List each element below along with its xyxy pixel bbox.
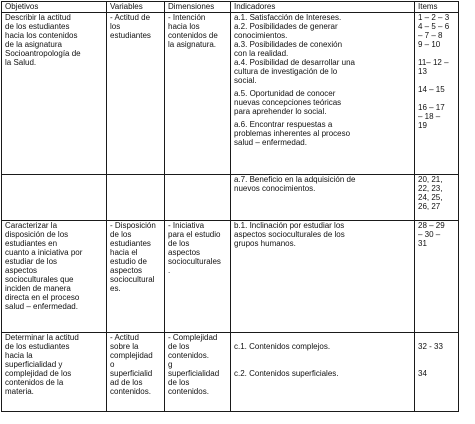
- dimension-cell: [165, 13, 231, 175]
- variable-line: de los: [110, 230, 132, 239]
- objetivo-cell: [2, 13, 107, 175]
- variable-line: - Actitud: [110, 333, 139, 342]
- objetivo-line: disposición de los: [5, 230, 69, 239]
- variable-cell: [107, 13, 165, 175]
- items-cell: [415, 333, 459, 412]
- variable-cell: [107, 175, 165, 221]
- variable-line: estudiantes: [110, 31, 151, 40]
- objetivo-line: socioculturales que: [5, 275, 74, 284]
- indicator-line: a.6. Encontrar respuestas a: [234, 120, 333, 129]
- dimension-line: .: [168, 266, 171, 275]
- variable-line: sociocultural: [110, 275, 155, 284]
- indicator-item: [234, 221, 411, 248]
- header-row: [2, 2, 459, 13]
- items-line: 22, 23,: [418, 184, 443, 193]
- indicator-line: conocimientos.: [234, 31, 288, 40]
- variable-line: - Actitud de: [110, 13, 151, 22]
- items-line: 34: [418, 369, 427, 378]
- items-line: 24, 25,: [418, 193, 443, 202]
- header-indicadores: Indicadores: [231, 2, 415, 13]
- items-group: [418, 342, 455, 351]
- items-cell: [415, 175, 459, 221]
- indicator-item: [234, 89, 411, 116]
- variable-line: estudiantes: [110, 239, 151, 248]
- objetivo-line: complejidad de los: [5, 369, 72, 378]
- items-line: 13: [418, 67, 427, 76]
- variable-line: complejidad: [110, 351, 153, 360]
- objetivo-line: Socioantropología de: [5, 49, 81, 58]
- objetivo-line: la Salud.: [5, 58, 37, 67]
- indicator-item: [234, 22, 411, 40]
- indicator-line: c.2. Contenidos superficiales.: [234, 369, 339, 378]
- objetivo-line: directa en el proceso: [5, 293, 80, 302]
- items-line: 4 – 5 – 6: [418, 22, 450, 31]
- indicator-line: a.7. Beneficio en la adquisición de: [234, 175, 356, 184]
- objetivo-line: de los estudiantes: [5, 22, 70, 31]
- items-line: 31: [418, 239, 427, 248]
- dimension-line: superficialidad: [168, 369, 220, 378]
- items-line: 9 – 10: [418, 40, 441, 49]
- indicator-item: [234, 58, 411, 85]
- objetivo-line: contenidos de la: [5, 378, 64, 387]
- objetivo-cell: [2, 333, 107, 412]
- items-group: [418, 13, 455, 22]
- indicator-line: b.1. Inclinación por estudiar los: [234, 221, 345, 230]
- dimension-line: aspectos: [168, 248, 201, 257]
- indicator-line: c.1. Contenidos complejos.: [234, 342, 331, 351]
- objetivo-line: salud – enfermedad.: [5, 302, 78, 311]
- indicator-line: social.: [234, 76, 257, 85]
- table-row: [2, 221, 459, 333]
- objetivo-line: aspectos: [5, 266, 38, 275]
- indicator-item: [234, 13, 411, 22]
- items-group: [418, 40, 455, 49]
- dimension-line: de los: [168, 378, 190, 387]
- dimension-line: contenidos de: [168, 31, 218, 40]
- items-cell: [415, 13, 459, 175]
- dimension-cell: [165, 175, 231, 221]
- objetivo-line: Describir la actitud: [5, 13, 71, 22]
- indicator-line: a.5. Oportunidad de conocer: [234, 89, 336, 98]
- items-line: 1 – 2 – 3: [418, 13, 450, 22]
- table-row: [2, 175, 459, 221]
- dimension-line: - Intención: [168, 13, 206, 22]
- dimension-cell: [165, 221, 231, 333]
- items-group: [418, 58, 455, 76]
- items-group: [418, 85, 455, 94]
- table-row: [2, 13, 459, 175]
- items-line: 14 – 15: [418, 85, 445, 94]
- dimension-line: socioculturales: [168, 257, 221, 266]
- objetivo-line: cuanto a iniciativa por: [5, 248, 83, 257]
- objetivo-line: hacia los contenidos: [5, 31, 78, 40]
- dimension-line: de los: [168, 342, 190, 351]
- indicator-line: a.1. Satisfacción de Intereses.: [234, 13, 342, 22]
- dimension-cell: [165, 333, 231, 412]
- items-line: 16 – 17: [418, 103, 445, 112]
- items-line: 28 – 29: [418, 221, 445, 230]
- indicator-line: grupos humanos.: [234, 239, 296, 248]
- indicator-line: salud – enfermedad.: [234, 138, 307, 147]
- indicator-item: [234, 369, 411, 378]
- variable-line: - Disposición: [110, 221, 156, 230]
- variable-line: hacia el: [110, 248, 138, 257]
- dimension-line: contenidos.: [168, 351, 209, 360]
- indicadores-cell: [231, 333, 415, 412]
- dimension-line: de los: [168, 239, 190, 248]
- dimension-line: - Complejidad: [168, 333, 218, 342]
- items-group: [418, 369, 455, 378]
- indicator-line: problemas inherentes al proceso: [234, 129, 351, 138]
- items-line: 20, 21,: [418, 175, 443, 184]
- objetivo-line: hacia la: [5, 351, 33, 360]
- header-variables: Variables: [107, 2, 165, 13]
- variable-line: contenidos.: [110, 387, 151, 396]
- objetivo-line: de la asignatura: [5, 40, 62, 49]
- dimension-line: - Iniciativa: [168, 221, 205, 230]
- objetivo-cell: [2, 175, 107, 221]
- items-group: [418, 22, 455, 40]
- indicator-line: a.3. Posibilidades de conexión: [234, 40, 343, 49]
- items-line: – 18 –: [418, 112, 441, 121]
- indicadores-cell: [231, 221, 415, 333]
- indicator-line: a.4. Posibilidad de desarrollar una: [234, 58, 355, 67]
- items-line: – 7 – 8: [418, 31, 443, 40]
- indicator-item: [234, 40, 411, 58]
- dimension-line: contenidos.: [168, 387, 209, 396]
- variable-line: sobre la: [110, 342, 139, 351]
- variable-line: o: [110, 360, 115, 369]
- variable-line: superficialid: [110, 369, 153, 378]
- dimension-line: para el estudio: [168, 230, 221, 239]
- indicator-item: [234, 175, 411, 193]
- indicadores-cell: [231, 13, 415, 175]
- objetivo-line: inciden de manera: [5, 284, 71, 293]
- indicator-line: con la realidad.: [234, 49, 289, 58]
- header-dimensiones: Dimensiones: [165, 2, 231, 13]
- variable-line: aspectos: [110, 266, 143, 275]
- items-group: [418, 221, 455, 248]
- objetivo-line: materia.: [5, 387, 34, 396]
- header-items: Items: [415, 2, 459, 13]
- variable-line: estudio de: [110, 257, 147, 266]
- indicator-line: para aprehender lo social.: [234, 107, 327, 116]
- dimension-line: g: [168, 360, 173, 369]
- dimension-line: la asignatura.: [168, 40, 217, 49]
- table-row: [2, 333, 459, 412]
- items-line: 11– 12 –: [418, 58, 449, 67]
- variable-cell: [107, 221, 165, 333]
- indicator-line: nuevos conocimientos.: [234, 184, 316, 193]
- objetivo-cell: [2, 221, 107, 333]
- indicator-line: nuevas concepciones teóricas: [234, 98, 342, 107]
- indicator-line: aspectos socioculturales de los: [234, 230, 345, 239]
- variable-cell: [107, 333, 165, 412]
- items-line: 19: [418, 121, 427, 130]
- items-group: [418, 175, 455, 211]
- items-line: – 30 –: [418, 230, 441, 239]
- objetivo-line: Determinar la actitud: [5, 333, 79, 342]
- dimension-line: hacia los: [168, 22, 200, 31]
- items-cell: [415, 221, 459, 333]
- items-line: 26, 27: [418, 202, 441, 211]
- indicator-item: [234, 120, 411, 147]
- variable-line: es.: [110, 284, 121, 293]
- operationalization-table: [1, 1, 459, 412]
- objetivo-line: estudiantes en: [5, 239, 58, 248]
- items-group: [418, 103, 455, 130]
- indicator-item: [234, 342, 411, 351]
- objetivo-line: estudiar de los: [5, 257, 58, 266]
- indicadores-cell: [231, 175, 415, 221]
- objetivo-line: Caracterizar la: [5, 221, 58, 230]
- indicator-line: cultura de investigación de lo: [234, 67, 338, 76]
- items-line: 32 - 33: [418, 342, 443, 351]
- variable-line: ad de los: [110, 378, 143, 387]
- variable-line: los: [110, 22, 121, 31]
- objetivo-line: de los estudiantes: [5, 342, 70, 351]
- indicator-line: a.2. Posibilidades de generar: [234, 22, 338, 31]
- objetivo-line: superficialidad y: [5, 360, 63, 369]
- header-objetivos: Objetivos: [2, 2, 107, 13]
